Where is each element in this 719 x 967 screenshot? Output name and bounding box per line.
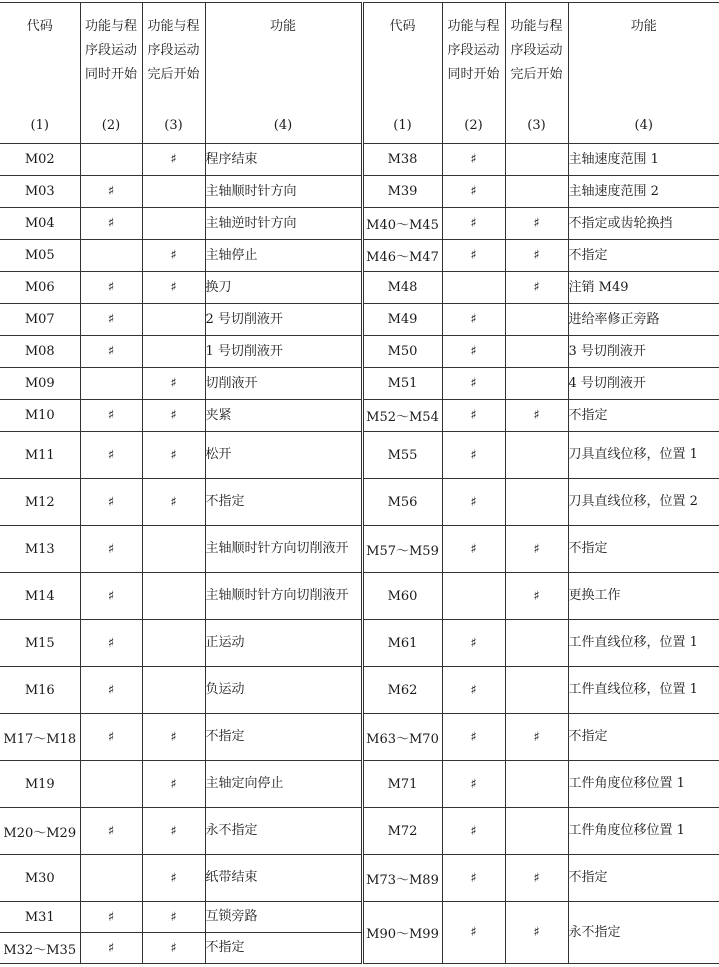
- function-cell: 更换工作: [568, 573, 719, 620]
- code-cell: M11: [0, 432, 80, 479]
- code-cell: M52～M54: [362, 400, 442, 432]
- code-cell: M60: [362, 573, 442, 620]
- code-cell: M50: [362, 336, 442, 368]
- function-cell: 负运动: [205, 667, 362, 714]
- with-motion-mark: ♯: [80, 272, 142, 304]
- code-cell: M32～M35: [0, 933, 80, 964]
- function-cell: 不指定: [568, 855, 719, 902]
- with-motion-mark: ♯: [80, 479, 142, 526]
- after-motion-mark: ♯: [142, 400, 205, 432]
- table-row: [0, 855, 719, 902]
- with-motion-mark: ♯: [80, 808, 142, 855]
- table-row: [0, 272, 719, 304]
- with-motion-mark: ♯: [442, 304, 505, 336]
- function-cell: 永不指定: [205, 808, 362, 855]
- after-motion-mark: ♯: [142, 902, 205, 933]
- after-motion-mark: ♯: [142, 714, 205, 761]
- function-cell: 不指定: [568, 714, 719, 761]
- after-motion-mark: ♯: [142, 432, 205, 479]
- table-row: [0, 479, 719, 526]
- code-cell: M31: [0, 902, 80, 933]
- table-row: [0, 761, 719, 808]
- with-motion-mark: ♯: [442, 526, 505, 573]
- code-cell: M16: [0, 667, 80, 714]
- code-cell: M49: [362, 304, 442, 336]
- with-motion-mark: ♯: [80, 176, 142, 208]
- after-motion-mark: [142, 208, 205, 240]
- with-motion-mark: [442, 272, 505, 304]
- with-motion-mark: ♯: [80, 432, 142, 479]
- after-motion-mark: ♯: [505, 573, 568, 620]
- code-cell: M07: [0, 304, 80, 336]
- code-cell: M03: [0, 176, 80, 208]
- function-cell: 不指定或齿轮换挡: [568, 208, 719, 240]
- with-motion-mark: ♯: [442, 902, 505, 964]
- code-cell: M38: [362, 144, 442, 176]
- function-cell: 主轴定向停止: [205, 761, 362, 808]
- function-cell: 1 号切削液开: [205, 336, 362, 368]
- after-motion-mark: ♯: [505, 714, 568, 761]
- after-motion-mark: [505, 761, 568, 808]
- after-motion-mark: ♯: [142, 761, 205, 808]
- function-cell: 程序结束: [205, 144, 362, 176]
- m-code-table: [0, 2, 719, 964]
- table-row: [0, 368, 719, 400]
- with-motion-mark: [80, 144, 142, 176]
- code-cell: M56: [362, 479, 442, 526]
- with-motion-mark: ♯: [442, 144, 505, 176]
- after-motion-mark: [142, 304, 205, 336]
- after-motion-mark: [505, 667, 568, 714]
- function-cell: 注销 M49: [568, 272, 719, 304]
- with-motion-mark: ♯: [442, 761, 505, 808]
- with-motion-mark: ♯: [442, 336, 505, 368]
- after-motion-mark: ♯: [505, 400, 568, 432]
- after-motion-mark: ♯: [142, 479, 205, 526]
- function-cell: 刀具直线位移，位置 1: [568, 432, 719, 479]
- after-motion-mark: ♯: [142, 240, 205, 272]
- table-row: [0, 808, 719, 855]
- after-motion-mark: [142, 526, 205, 573]
- function-cell: 主轴速度范围 2: [568, 176, 719, 208]
- with-motion-mark: ♯: [442, 714, 505, 761]
- with-motion-mark: ♯: [442, 400, 505, 432]
- with-motion-mark: ♯: [80, 400, 142, 432]
- code-cell: M04: [0, 208, 80, 240]
- function-cell: 3 号切削液开: [568, 336, 719, 368]
- header-function: 功能 (4): [205, 3, 362, 144]
- after-motion-mark: [505, 432, 568, 479]
- code-cell: M02: [0, 144, 80, 176]
- header-row: [0, 3, 719, 144]
- table-row: [0, 902, 719, 933]
- after-motion-mark: ♯: [505, 855, 568, 902]
- code-cell: M39: [362, 176, 442, 208]
- table-row: [0, 667, 719, 714]
- table-row: [0, 573, 719, 620]
- function-cell: 2 号切削液开: [205, 304, 362, 336]
- function-cell: 主轴顺时针方向切削液开: [205, 526, 362, 573]
- code-cell: M72: [362, 808, 442, 855]
- code-cell: M17～M18: [0, 714, 80, 761]
- code-cell: M55: [362, 432, 442, 479]
- table-row: [0, 336, 719, 368]
- with-motion-mark: ♯: [80, 573, 142, 620]
- code-cell: M05: [0, 240, 80, 272]
- code-cell: M57～M59: [362, 526, 442, 573]
- table-row: [0, 620, 719, 667]
- with-motion-mark: ♯: [442, 808, 505, 855]
- after-motion-mark: [505, 620, 568, 667]
- table-row: [0, 432, 719, 479]
- header-start-after-motion: 功能与程序段运动完后开始 (3): [142, 3, 205, 144]
- function-cell: 不指定: [568, 240, 719, 272]
- function-cell: 进给率修正旁路: [568, 304, 719, 336]
- function-cell: 正运动: [205, 620, 362, 667]
- after-motion-mark: [142, 336, 205, 368]
- code-cell: M48: [362, 272, 442, 304]
- after-motion-mark: [505, 176, 568, 208]
- header-function: 功能 (4): [568, 3, 719, 144]
- header-start-after-motion: 功能与程序段运动完后开始 (3): [505, 3, 568, 144]
- function-cell: 换刀: [205, 272, 362, 304]
- function-cell: 主轴顺时针方向切削液开: [205, 573, 362, 620]
- code-cell: M73～M89: [362, 855, 442, 902]
- function-cell: 主轴顺时针方向: [205, 176, 362, 208]
- table-row: [0, 176, 719, 208]
- after-motion-mark: [142, 620, 205, 667]
- function-cell: 不指定: [568, 400, 719, 432]
- function-cell: 工件角度位移位置 1: [568, 761, 719, 808]
- with-motion-mark: ♯: [80, 304, 142, 336]
- code-cell: M14: [0, 573, 80, 620]
- code-cell: M19: [0, 761, 80, 808]
- header-start-with-motion: 功能与程序段运动同时开始 (2): [442, 3, 505, 144]
- header-code: 代码 (1): [0, 3, 80, 144]
- function-cell: 主轴逆时针方向: [205, 208, 362, 240]
- with-motion-mark: ♯: [80, 902, 142, 933]
- after-motion-mark: [142, 573, 205, 620]
- header-start-with-motion: 功能与程序段运动同时开始 (2): [80, 3, 142, 144]
- after-motion-mark: [505, 336, 568, 368]
- code-cell: M13: [0, 526, 80, 573]
- with-motion-mark: ♯: [80, 208, 142, 240]
- after-motion-mark: [505, 368, 568, 400]
- table-row: [0, 714, 719, 761]
- code-cell: M20～M29: [0, 808, 80, 855]
- with-motion-mark: ♯: [442, 208, 505, 240]
- with-motion-mark: [442, 573, 505, 620]
- after-motion-mark: ♯: [505, 902, 568, 964]
- code-cell: M71: [362, 761, 442, 808]
- after-motion-mark: [142, 176, 205, 208]
- with-motion-mark: [80, 855, 142, 902]
- function-cell: 互锁旁路: [205, 902, 362, 933]
- with-motion-mark: ♯: [442, 240, 505, 272]
- after-motion-mark: ♯: [142, 144, 205, 176]
- table-row: [0, 208, 719, 240]
- table-row: [0, 400, 719, 432]
- with-motion-mark: [80, 240, 142, 272]
- code-cell: M51: [362, 368, 442, 400]
- function-cell: 工件直线位移，位置 1: [568, 667, 719, 714]
- function-cell: 不指定: [568, 526, 719, 573]
- with-motion-mark: ♯: [442, 620, 505, 667]
- after-motion-mark: [505, 808, 568, 855]
- function-cell: 不指定: [205, 933, 362, 964]
- after-motion-mark: ♯: [505, 208, 568, 240]
- function-cell: 永不指定: [568, 902, 719, 964]
- after-motion-mark: ♯: [142, 368, 205, 400]
- after-motion-mark: ♯: [142, 272, 205, 304]
- with-motion-mark: ♯: [442, 368, 505, 400]
- table-row: [0, 304, 719, 336]
- function-cell: 工件角度位移位置 1: [568, 808, 719, 855]
- function-cell: 切削液开: [205, 368, 362, 400]
- function-cell: 纸带结束: [205, 855, 362, 902]
- after-motion-mark: ♯: [505, 240, 568, 272]
- code-cell: M46～M47: [362, 240, 442, 272]
- after-motion-mark: ♯: [505, 526, 568, 573]
- function-cell: 松开: [205, 432, 362, 479]
- code-cell: M08: [0, 336, 80, 368]
- with-motion-mark: ♯: [80, 714, 142, 761]
- code-cell: M63～M70: [362, 714, 442, 761]
- table-row: [0, 526, 719, 573]
- code-cell: M30: [0, 855, 80, 902]
- code-cell: M09: [0, 368, 80, 400]
- with-motion-mark: ♯: [80, 620, 142, 667]
- after-motion-mark: ♯: [142, 808, 205, 855]
- with-motion-mark: ♯: [442, 432, 505, 479]
- function-cell: 主轴停止: [205, 240, 362, 272]
- after-motion-mark: ♯: [505, 272, 568, 304]
- table-row: [0, 144, 719, 176]
- after-motion-mark: [505, 479, 568, 526]
- function-cell: 不指定: [205, 714, 362, 761]
- after-motion-mark: [505, 144, 568, 176]
- after-motion-mark: ♯: [142, 933, 205, 964]
- function-cell: 夹紧: [205, 400, 362, 432]
- code-cell: M06: [0, 272, 80, 304]
- after-motion-mark: [142, 667, 205, 714]
- with-motion-mark: ♯: [442, 176, 505, 208]
- after-motion-mark: [505, 304, 568, 336]
- code-cell: M90～M99: [362, 902, 442, 964]
- table-row: [0, 240, 719, 272]
- with-motion-mark: [80, 761, 142, 808]
- with-motion-mark: ♯: [80, 526, 142, 573]
- function-cell: 4 号切削液开: [568, 368, 719, 400]
- with-motion-mark: ♯: [80, 667, 142, 714]
- code-cell: M15: [0, 620, 80, 667]
- function-cell: 工件直线位移，位置 1: [568, 620, 719, 667]
- after-motion-mark: ♯: [142, 855, 205, 902]
- code-cell: M12: [0, 479, 80, 526]
- code-cell: M10: [0, 400, 80, 432]
- function-cell: 刀具直线位移，位置 2: [568, 479, 719, 526]
- with-motion-mark: ♯: [442, 855, 505, 902]
- with-motion-mark: ♯: [442, 479, 505, 526]
- code-cell: M61: [362, 620, 442, 667]
- function-cell: 主轴速度范围 1: [568, 144, 719, 176]
- code-cell: M40～M45: [362, 208, 442, 240]
- code-cell: M62: [362, 667, 442, 714]
- with-motion-mark: [80, 368, 142, 400]
- function-cell: 不指定: [205, 479, 362, 526]
- with-motion-mark: ♯: [80, 336, 142, 368]
- with-motion-mark: ♯: [442, 667, 505, 714]
- with-motion-mark: ♯: [80, 933, 142, 964]
- header-code: 代码 (1): [362, 3, 442, 144]
